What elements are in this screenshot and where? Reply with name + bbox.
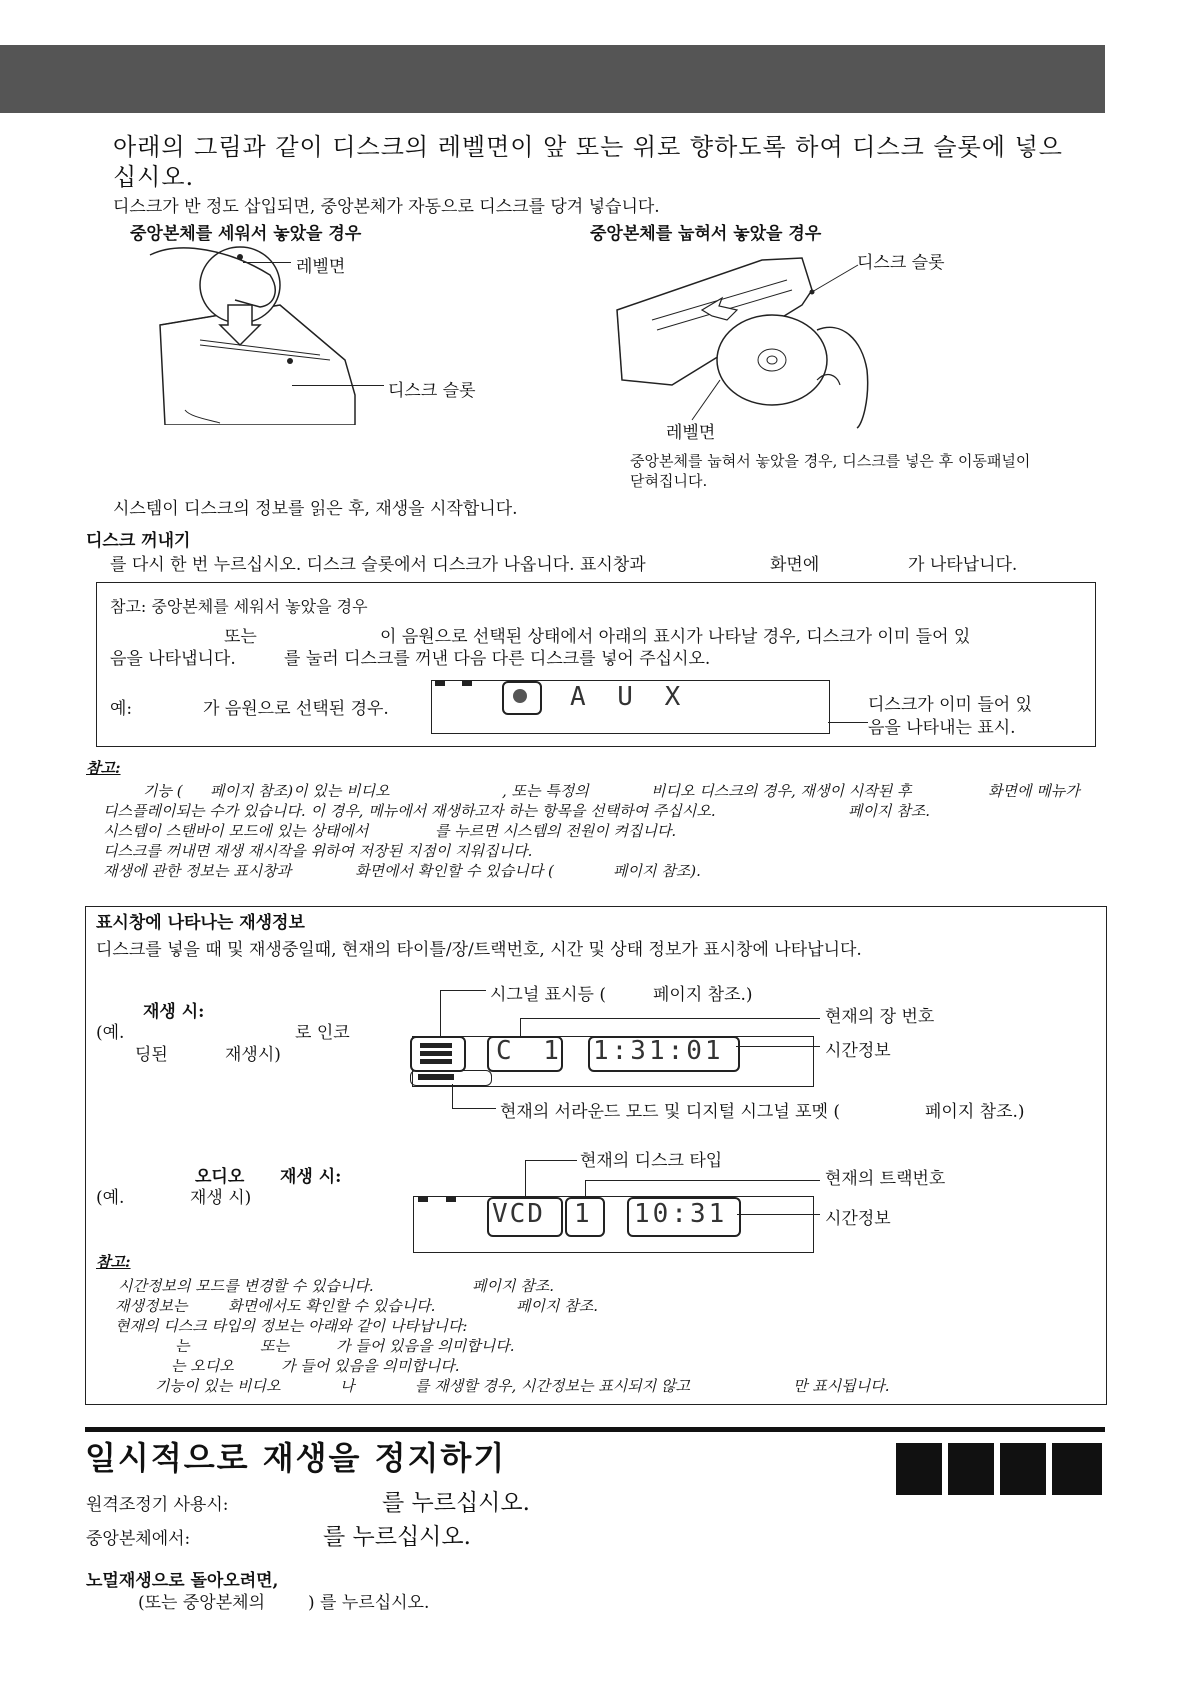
leader-line — [440, 990, 441, 1038]
leader-line — [525, 1160, 577, 1161]
info-note-4c: 가 들어 있음을 의미합니다. — [336, 1337, 515, 1355]
notes-l1a: 기능 ( — [143, 782, 183, 800]
note-box-or: 또는 — [224, 627, 257, 647]
dvd-example-2a: 딩된 — [135, 1045, 168, 1065]
normal-play-b: ) 를 누르십시오. — [308, 1593, 430, 1613]
signal-lamp-label: 시그널 표시등 ( — [490, 985, 606, 1005]
section-tab — [1052, 1443, 1102, 1495]
audio-heading-b: 재생 시: — [280, 1167, 342, 1187]
note-box-example-label: 예: — [110, 699, 133, 719]
normal-play-a: (또는 중앙본체의 — [138, 1593, 265, 1613]
notes-l4: 디스크를 꺼내면 재생 재시작을 위하여 저장된 지점이 지워집니다. — [103, 842, 533, 860]
notes-l1e: 화면에 메뉴가 — [988, 782, 1080, 800]
notes-l2b: 페이지 참조. — [848, 802, 930, 820]
pause-heading: 일시적으로 재생을 정지하기 — [85, 1439, 507, 1477]
surround-mode-icon — [418, 1074, 454, 1080]
intro-note: 디스크가 반 정도 삽입되면, 중앙본체가 자동으로 디스크를 당겨 넣습니다. — [113, 197, 660, 217]
info-note-2a: 재생정보는 — [115, 1297, 188, 1315]
surround-label: 현재의 서라운드 모드 및 디지털 시그널 포멧 ( — [500, 1102, 841, 1122]
notes-l1b: 페이지 참조)이 있는 비디오 — [210, 782, 390, 800]
time-info-label: 시간정보 — [825, 1041, 891, 1061]
info-note-5b: 가 들어 있음을 의미합니다. — [281, 1357, 460, 1375]
time-info-label-2: 시간정보 — [825, 1209, 891, 1229]
note-box-right-2: 음을 나타내는 표시. — [868, 718, 1016, 738]
note-box-title: 참고: 중앙본체를 세워서 놓았을 경우 — [110, 597, 368, 616]
label-side-standing: 레벨면 — [296, 257, 346, 277]
section-tab — [948, 1443, 994, 1495]
intro-line-1: 아래의 그림과 같이 디스크의 레벨면이 앞 또는 위로 향하도록 하여 디스크 슬롯에 넣으 — [113, 133, 1063, 161]
lying-unit-illustration — [612, 250, 902, 430]
eject-text-appears: 가 나타납니다. — [908, 555, 1018, 575]
main-unit-label: 중앙본체에서: — [86, 1529, 191, 1549]
dvd-play-heading: 재생 시: — [143, 1002, 205, 1022]
note-box-line-3b: 를 눌러 디스크를 꺼낸 다음 다른 디스크를 넣어 주십시오. — [284, 649, 711, 669]
info-note-6d: 만 표시됩니다. — [793, 1377, 890, 1395]
disc-slot-lying: 디스크 슬롯 — [857, 253, 945, 273]
notes-l1d: 비디오 디스크의 경우, 재생이 시작된 후 — [651, 782, 912, 800]
info-notes-heading: 참고: — [96, 1253, 131, 1271]
disc-type-label: 현재의 디스크 타입 — [580, 1151, 723, 1171]
audio-heading-a: 오디오 — [195, 1167, 245, 1187]
lying-note-line-1: 중앙본체를 눕혀서 놓았을 경우, 디스크를 넣은 후 이동패널이 — [630, 452, 1031, 470]
info-note-6b: 나 — [340, 1377, 355, 1395]
surround-page: 페이지 참조.) — [925, 1102, 1025, 1122]
lying-note-line-2: 닫혀집니다. — [630, 472, 708, 490]
header-bar — [0, 45, 1105, 113]
notes-l2a: 디스플레이되는 수가 있습니다. 이 경우, 메뉴에서 재생하고자 하는 항목을 선택하여 주십시오. — [103, 802, 716, 820]
track-number-label: 현재의 트랙번호 — [825, 1169, 946, 1189]
disc-in-icon — [513, 689, 527, 703]
notes-heading: 참고: — [86, 759, 121, 777]
signal-lamp-icon — [420, 1040, 452, 1064]
notes-l5b: 화면에서 확인할 수 있습니다 ( — [355, 862, 554, 880]
notes-l5a: 재생에 관한 정보는 표시창과 — [103, 862, 292, 880]
leader-line — [828, 722, 868, 723]
lcd-indicator — [435, 680, 445, 686]
dvd-example-2b: 재생시) — [225, 1045, 281, 1065]
lcd-disc-type-text: VCD — [492, 1199, 545, 1229]
notes-l5c: 페이지 참조). — [613, 862, 701, 880]
info-note-2b: 화면에서도 확인할 수 있습니다. — [228, 1297, 436, 1315]
figure-standing-title: 중앙본체를 세워서 놓았을 경우 — [130, 224, 362, 244]
leader-line — [736, 1046, 820, 1047]
leader-line — [585, 1180, 820, 1181]
figure-lying-title: 중앙본체를 눕혀서 놓았을 경우 — [590, 224, 822, 244]
eject-text: 를 다시 한 번 누르십시오. 디스크 슬롯에서 디스크가 나옵니다. 표시창과 — [110, 555, 646, 575]
notes-l3a: 시스템이 스탠바이 모드에 있는 상태에서 — [103, 822, 369, 840]
main-unit-action: 를 누르십시오. — [323, 1524, 471, 1550]
section-tab — [896, 1443, 942, 1495]
dvd-example-1a: (예. — [96, 1023, 125, 1043]
info-note-6a: 기능이 있는 비디오 — [155, 1377, 281, 1395]
info-box-description: 디스크를 넣을 때 및 재생중일때, 현재의 타이틀/장/트랙번호, 시간 및 상태 정보가 표시창에 나타납니다. — [96, 940, 862, 960]
info-note-2c: 페이지 참조. — [516, 1297, 598, 1315]
leader-line — [452, 1084, 453, 1108]
leader-line — [520, 1018, 521, 1036]
leader-line — [520, 1018, 820, 1019]
info-note-1a: 시간정보의 모드를 변경할 수 있습니다. — [118, 1277, 374, 1295]
remote-label: 원격조정기 사용시: — [86, 1495, 229, 1515]
note-box-right-1: 디스크가 이미 들어 있 — [868, 695, 1033, 715]
section-rule — [85, 1427, 1105, 1432]
eject-heading: 디스크 꺼내기 — [86, 531, 191, 551]
leader-line — [243, 262, 291, 263]
info-note-6c: 를 재생할 경우, 시간정보는 표시되지 않고 — [415, 1377, 690, 1395]
lcd-display-vcd — [413, 1196, 814, 1253]
section-tab — [1000, 1443, 1046, 1495]
note-box-example-text: 가 음원으로 선택된 경우. — [203, 699, 389, 719]
leader-line — [737, 1214, 820, 1215]
leader-line — [292, 385, 384, 386]
remote-action: 를 누르십시오. — [382, 1490, 530, 1516]
lcd-indicator — [446, 1196, 456, 1202]
disc-slot-standing: 디스크 슬롯 — [388, 381, 476, 401]
info-note-5a: 는 오디오 — [171, 1357, 234, 1375]
dvd-example-1b: 로 인코 — [295, 1023, 350, 1043]
info-note-3: 현재의 디스크 타입의 정보는 아래와 같이 나타납니다: — [115, 1317, 468, 1335]
lcd-chapter-text: C 1 — [496, 1036, 567, 1066]
leader-line — [585, 1180, 586, 1196]
intro-line-2: 십시오. — [113, 163, 195, 191]
notes-l1c: , 또는 특정의 — [502, 782, 589, 800]
lcd-indicator — [462, 680, 472, 686]
note-box-line-2: 이 음원으로 선택된 상태에서 아래의 표시가 나타날 경우, 디스크가 이미 들어 있 — [380, 627, 971, 647]
info-box-title: 표시창에 나타나는 재생정보 — [96, 913, 305, 933]
eject-text-screen: 화면에 — [770, 555, 820, 575]
leader-line — [440, 990, 486, 991]
lcd-indicator — [418, 1196, 428, 1202]
info-note-4b: 또는 — [260, 1337, 289, 1355]
label-side-lying: 레벨면 — [666, 423, 716, 443]
info-note-1b: 페이지 참조. — [472, 1277, 554, 1295]
lcd-aux-text: A U X — [570, 682, 689, 712]
start-play-text: 시스템이 디스크의 정보를 읽은 후, 재생을 시작합니다. — [113, 499, 518, 519]
lcd-time-text: 1:31:01 — [593, 1036, 724, 1066]
audio-example-b: 재생 시) — [190, 1188, 252, 1208]
lcd-track-text: 1 — [574, 1199, 598, 1229]
audio-example-a: (예. — [96, 1188, 125, 1208]
info-note-4a: 는 — [175, 1337, 190, 1355]
signal-lamp-page: 페이지 참조.) — [653, 985, 753, 1005]
lcd-time-text-2: 10:31 — [634, 1199, 728, 1229]
note-box-line-3a: 음을 나타냅니다. — [110, 649, 236, 669]
leader-line — [452, 1108, 496, 1109]
notes-l3b: 를 누르면 시스템의 전원이 켜집니다. — [435, 822, 677, 840]
chapter-number-label: 현재의 장 번호 — [825, 1007, 935, 1027]
normal-play-heading: 노멀재생으로 돌아오려면, — [86, 1571, 279, 1591]
leader-line — [525, 1160, 526, 1196]
